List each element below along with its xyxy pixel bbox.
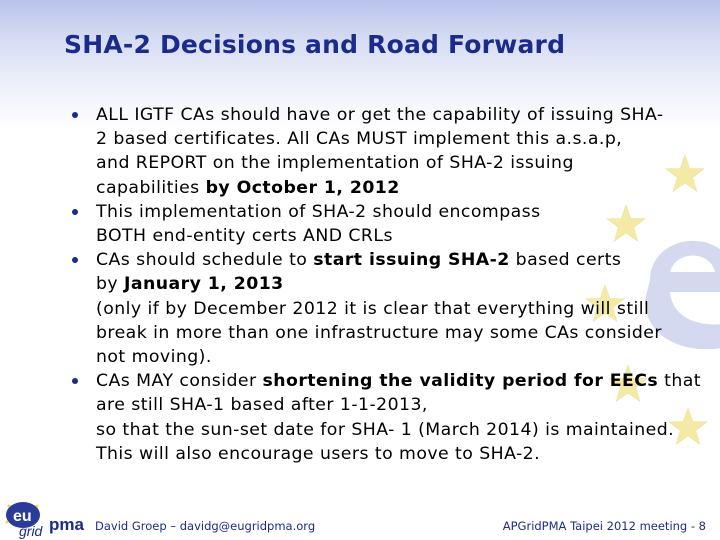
- deadline-text: by October 1, 2012: [205, 177, 400, 198]
- bullet-line: (only if by December 2012 it is clear that everything will still: [96, 298, 650, 319]
- bullet-line: break in more than one infrastructure may some CAs consider: [96, 322, 662, 343]
- bullet-line: so that the sun-set date for SHA- 1 (March 2014) is maintained.: [96, 419, 675, 440]
- footer-meeting: APGridPMA Taipei 2012 meeting - 8: [502, 519, 706, 533]
- bullet-line: This will also encourage users to move to SHA-2.: [96, 443, 541, 464]
- bullet-dot-icon: [72, 257, 78, 263]
- bullet-item: [70, 369, 715, 466]
- emphasis-text: start issuing SHA-2: [313, 250, 510, 271]
- bullet-line: and REPORT on the implementation of SHA-2 issuing: [96, 153, 574, 174]
- bullet-item: [70, 200, 715, 248]
- bullet-line: by January 1, 2013: [96, 274, 284, 295]
- bullet-line: ALL IGTF CAs should have or get the capability of issuing SHA-: [96, 105, 664, 125]
- bullet-item: [70, 248, 715, 369]
- bullet-line: CAs MAY consider shortening the validity period for EECs that: [96, 371, 702, 392]
- emphasis-text: shortening the validity period for EECs: [262, 371, 659, 392]
- bullet-line: This implementation of SHA-2 should encompass: [96, 201, 541, 222]
- bullet-line: capabilities by October 1, 2012: [96, 177, 400, 198]
- bullet-item: [70, 103, 715, 200]
- bullet-list: [70, 103, 715, 466]
- slide-title: SHA-2 Decisions and Road Forward: [64, 30, 566, 59]
- bullet-dot-icon: [72, 209, 78, 215]
- footer-author: David Groep – davidg@eugridpma.org: [95, 519, 316, 533]
- logo-grid-text: grid: [19, 523, 43, 539]
- bullet-line: 2 based certificates. All CAs MUST implement this a.s.a.p,: [96, 129, 623, 150]
- bullet-line: are still SHA-1 based after 1-1-2013,: [96, 395, 428, 416]
- bullet-line: not moving).: [96, 347, 212, 368]
- logo-eu-text: eu: [13, 508, 32, 525]
- bullet-line: CAs should schedule to start issuing SHA-2 based certs: [96, 250, 622, 271]
- bullet-dot-icon: [72, 112, 78, 118]
- logo-pma-text: pma: [49, 515, 84, 534]
- eugridpma-logo: [3, 500, 95, 540]
- deadline-text: January 1, 2013: [124, 274, 284, 295]
- bullet-line: BOTH end-entity certs AND CRLs: [96, 226, 393, 247]
- bullet-dot-icon: [72, 378, 78, 384]
